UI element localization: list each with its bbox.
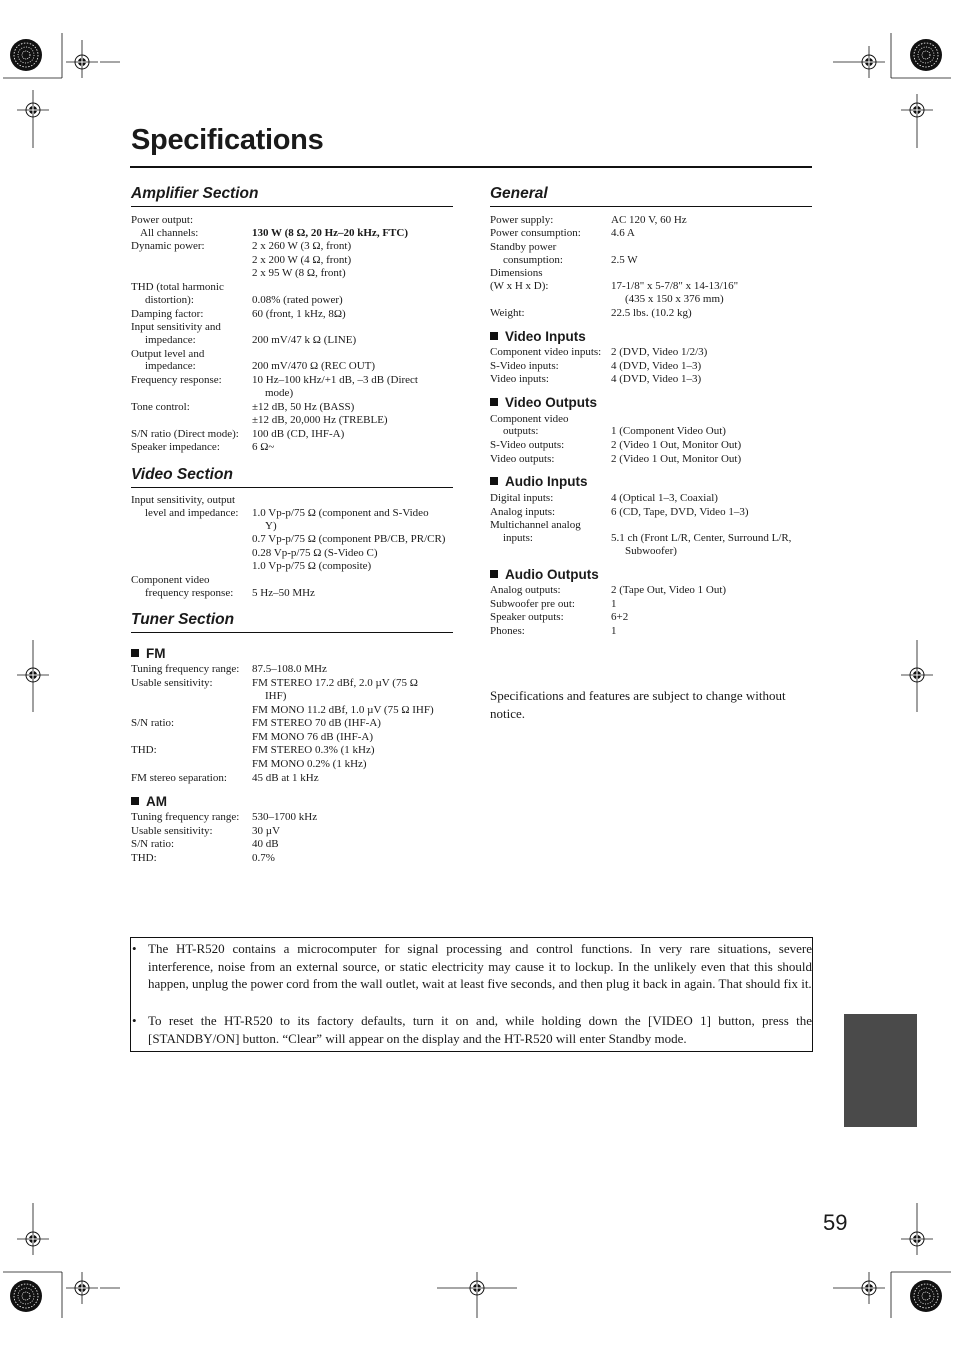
spec-label: Analog inputs: bbox=[490, 506, 556, 518]
spec-value: 0.28 Vp-p/75 Ω (S-Video C) bbox=[252, 547, 378, 559]
spec-value: 4.6 A bbox=[611, 227, 635, 239]
spec-value: 40 dB bbox=[252, 838, 279, 850]
note-text: The HT-R520 contains a microcomputer for signal processing and control functions. In very rare situations, severe interference, noise from an external source, or static electricity may cause it to lockup. In the unlikely even that this should happen, unplug the power cord from the wall outlet, wait at least five seconds, and then plug it back in again. That should fix it. bbox=[148, 941, 812, 992]
spec-label: Usable sensitivity: bbox=[131, 677, 213, 689]
amplifier-section-heading: Amplifier Section bbox=[131, 185, 453, 207]
spec-label: Tuning frequency range: bbox=[131, 663, 240, 675]
spec-value: 22.5 lbs. (10.2 kg) bbox=[611, 307, 692, 319]
spec-value: FM STEREO 0.3% (1 kHz) bbox=[252, 744, 375, 756]
spec-value: 6+2 bbox=[611, 611, 629, 623]
spec-label: Power supply: bbox=[490, 214, 554, 226]
spec-value: (435 x 150 x 376 mm) bbox=[625, 293, 724, 305]
spec-label: Component video inputs: bbox=[490, 346, 602, 358]
spec-value: 2 (DVD, Video 1/2/3) bbox=[611, 346, 708, 358]
spec-label: Dimensions bbox=[490, 267, 543, 279]
spec-value: 2.5 W bbox=[611, 254, 638, 266]
spec-value: 0.7% bbox=[252, 852, 275, 864]
spec-label: Subwoofer pre out: bbox=[490, 598, 575, 610]
chapter-tab bbox=[844, 1014, 917, 1127]
spec-label: Power output: bbox=[131, 214, 194, 226]
video-section-heading: Video Section bbox=[131, 466, 453, 488]
spec-label: level and impedance: bbox=[145, 507, 239, 519]
square-bullet-icon bbox=[490, 332, 498, 340]
spec-label: impedance: bbox=[145, 334, 196, 346]
spec-label: Tuning frequency range: bbox=[131, 811, 240, 823]
page-title: Specifications bbox=[131, 124, 324, 156]
spec-label: Standby power bbox=[490, 241, 557, 253]
spec-value: 2 x 95 W (8 Ω, front) bbox=[252, 267, 346, 279]
spec-label: All channels: bbox=[140, 227, 199, 239]
am-subheading: AM bbox=[131, 794, 167, 809]
spec-label: S-Video inputs: bbox=[490, 360, 559, 372]
spec-value: 1 bbox=[611, 598, 617, 610]
square-bullet-icon bbox=[490, 477, 498, 485]
spec-value: FM MONO 76 dB (IHF-A) bbox=[252, 731, 374, 743]
spec-value: FM STEREO 70 dB (IHF-A) bbox=[252, 717, 381, 729]
audio-outputs-subheading: Audio Outputs bbox=[490, 567, 599, 582]
spec-label: Output level and bbox=[131, 348, 205, 360]
spec-value: Subwoofer) bbox=[625, 545, 677, 557]
spec-value: 6 Ω~ bbox=[252, 441, 275, 453]
video-inputs-subheading: Video Inputs bbox=[490, 329, 586, 344]
spec-value: 100 dB (CD, IHF-A) bbox=[252, 428, 345, 440]
spec-value: 10 Hz–100 kHz/+1 dB, –3 dB (Direct bbox=[252, 374, 418, 386]
spec-label: Phones: bbox=[490, 625, 525, 637]
spec-value: 30 µV bbox=[252, 825, 281, 837]
spec-label: distortion): bbox=[145, 294, 194, 306]
square-bullet-icon bbox=[490, 398, 498, 406]
bullet-icon: • bbox=[132, 1013, 137, 1028]
audio-inputs-subheading: Audio Inputs bbox=[490, 474, 587, 489]
note-item bbox=[132, 940, 812, 1012]
specs-change-notice: Specifications and features are subject to change without notice. bbox=[490, 688, 786, 721]
spec-value: FM STEREO 17.2 dBf, 2.0 µV (75 Ω bbox=[252, 677, 418, 689]
spec-value: 6 (CD, Tape, DVD, Video 1–3) bbox=[611, 506, 749, 518]
spec-value: IHF) bbox=[265, 690, 287, 702]
spec-label: frequency response: bbox=[145, 587, 234, 599]
note-text: To reset the HT-R520 to its factory defaults, turn it on and, while holding down the [VIDEO 1] button, press the [STANDBY/ON] button. “Clear” will appear on the display and the HT-R520 will enter Standby mode. bbox=[148, 1013, 812, 1046]
spec-label: Digital inputs: bbox=[490, 492, 554, 504]
spec-label: impedance: bbox=[145, 360, 196, 372]
spec-label: Multichannel analog bbox=[490, 519, 581, 531]
spec-label: Damping factor: bbox=[131, 308, 204, 320]
spec-value: 5.1 ch (Front L/R, Center, Surround L/R, bbox=[611, 532, 792, 544]
spec-value: 60 (front, 1 kHz, 8Ω) bbox=[252, 308, 346, 320]
spec-value: Y) bbox=[265, 520, 277, 532]
general-section-heading: General bbox=[490, 185, 812, 207]
spec-label: (W x H x D): bbox=[490, 280, 549, 292]
fm-subheading: FM bbox=[131, 646, 166, 661]
bullet-icon: • bbox=[132, 941, 137, 956]
spec-value: 4 (DVD, Video 1–3) bbox=[611, 373, 702, 385]
spec-value: FM MONO 11.2 dBf, 1.0 µV (75 Ω IHF) bbox=[252, 704, 434, 716]
spec-value: 4 (Optical 1–3, Coaxial) bbox=[611, 492, 718, 504]
spec-value: 2 x 200 W (4 Ω, front) bbox=[252, 254, 352, 266]
spec-value: 2 (Video 1 Out, Monitor Out) bbox=[611, 439, 742, 451]
spec-value: 2 x 260 W (3 Ω, front) bbox=[252, 240, 352, 252]
spec-label: THD (total harmonic bbox=[131, 281, 224, 293]
spec-value: 1 (Component Video Out) bbox=[611, 425, 726, 437]
spec-label: outputs: bbox=[503, 425, 539, 437]
spec-value: 17-1/8" x 5-7/8" x 14-13/16" bbox=[611, 280, 739, 292]
spec-value: FM MONO 0.2% (1 kHz) bbox=[252, 758, 367, 770]
spec-value: ±12 dB, 50 Hz (BASS) bbox=[252, 401, 355, 413]
spec-value: ±12 dB, 20,000 Hz (TREBLE) bbox=[252, 414, 388, 426]
spec-label: Video outputs: bbox=[490, 453, 555, 465]
spec-value: 45 dB at 1 kHz bbox=[252, 772, 319, 784]
spec-label: Tone control: bbox=[131, 401, 190, 413]
title-rule bbox=[130, 166, 812, 168]
spec-value: AC 120 V, 60 Hz bbox=[611, 214, 687, 226]
spec-value: 0.08% (rated power) bbox=[252, 294, 343, 306]
note-item bbox=[132, 1012, 812, 1048]
spec-label: Component video bbox=[131, 574, 210, 586]
spec-label: consumption: bbox=[503, 254, 563, 266]
spec-label: THD: bbox=[131, 744, 157, 756]
spec-value: 1.0 Vp-p/75 Ω (composite) bbox=[252, 560, 372, 572]
spec-label: Dynamic power: bbox=[131, 240, 205, 252]
tuner-section-heading: Tuner Section bbox=[131, 611, 453, 633]
spec-label: S/N ratio (Direct mode): bbox=[131, 428, 239, 440]
spec-label: Analog outputs: bbox=[490, 584, 561, 596]
spec-label: Speaker outputs: bbox=[490, 611, 564, 623]
spec-label: Component video bbox=[490, 413, 569, 425]
spec-label: FM stereo separation: bbox=[131, 772, 227, 784]
spec-label: Input sensitivity and bbox=[131, 321, 221, 333]
video-outputs-subheading: Video Outputs bbox=[490, 395, 597, 410]
spec-label: Frequency response: bbox=[131, 374, 222, 386]
spec-label: THD: bbox=[131, 852, 157, 864]
spec-label: Weight: bbox=[490, 307, 525, 319]
square-bullet-icon bbox=[490, 570, 498, 578]
spec-label: Input sensitivity, output bbox=[131, 494, 236, 506]
spec-label: inputs: bbox=[503, 532, 533, 544]
spec-value: 130 W (8 Ω, 20 Hz–20 kHz, FTC) bbox=[252, 227, 408, 239]
spec-value: 200 mV/47 k Ω (LINE) bbox=[252, 334, 357, 346]
square-bullet-icon bbox=[131, 649, 139, 657]
spec-value: 0.7 Vp-p/75 Ω (component PB/CB, PR/CR) bbox=[252, 533, 446, 545]
spec-label: S/N ratio: bbox=[131, 717, 175, 729]
page-number: 59 bbox=[823, 1210, 848, 1235]
spec-label: S/N ratio: bbox=[131, 838, 175, 850]
spec-label: S-Video outputs: bbox=[490, 439, 565, 451]
spec-value: 87.5–108.0 MHz bbox=[252, 663, 327, 675]
spec-value: 5 Hz–50 MHz bbox=[252, 587, 315, 599]
spec-value: 530–1700 kHz bbox=[252, 811, 318, 823]
spec-value: mode) bbox=[265, 387, 294, 399]
spec-value: 1 bbox=[611, 625, 617, 637]
spec-value: 200 mV/470 Ω (REC OUT) bbox=[252, 360, 376, 372]
spec-value: 2 (Tape Out, Video 1 Out) bbox=[611, 584, 727, 596]
square-bullet-icon bbox=[131, 797, 139, 805]
spec-label: Speaker impedance: bbox=[131, 441, 220, 453]
spec-value: 2 (Video 1 Out, Monitor Out) bbox=[611, 453, 742, 465]
spec-value: 1.0 Vp-p/75 Ω (component and S-Video bbox=[252, 507, 429, 519]
spec-label: Power consumption: bbox=[490, 227, 581, 239]
spec-value: 4 (DVD, Video 1–3) bbox=[611, 360, 702, 372]
spec-label: Usable sensitivity: bbox=[131, 825, 213, 837]
spec-label: Video inputs: bbox=[490, 373, 549, 385]
